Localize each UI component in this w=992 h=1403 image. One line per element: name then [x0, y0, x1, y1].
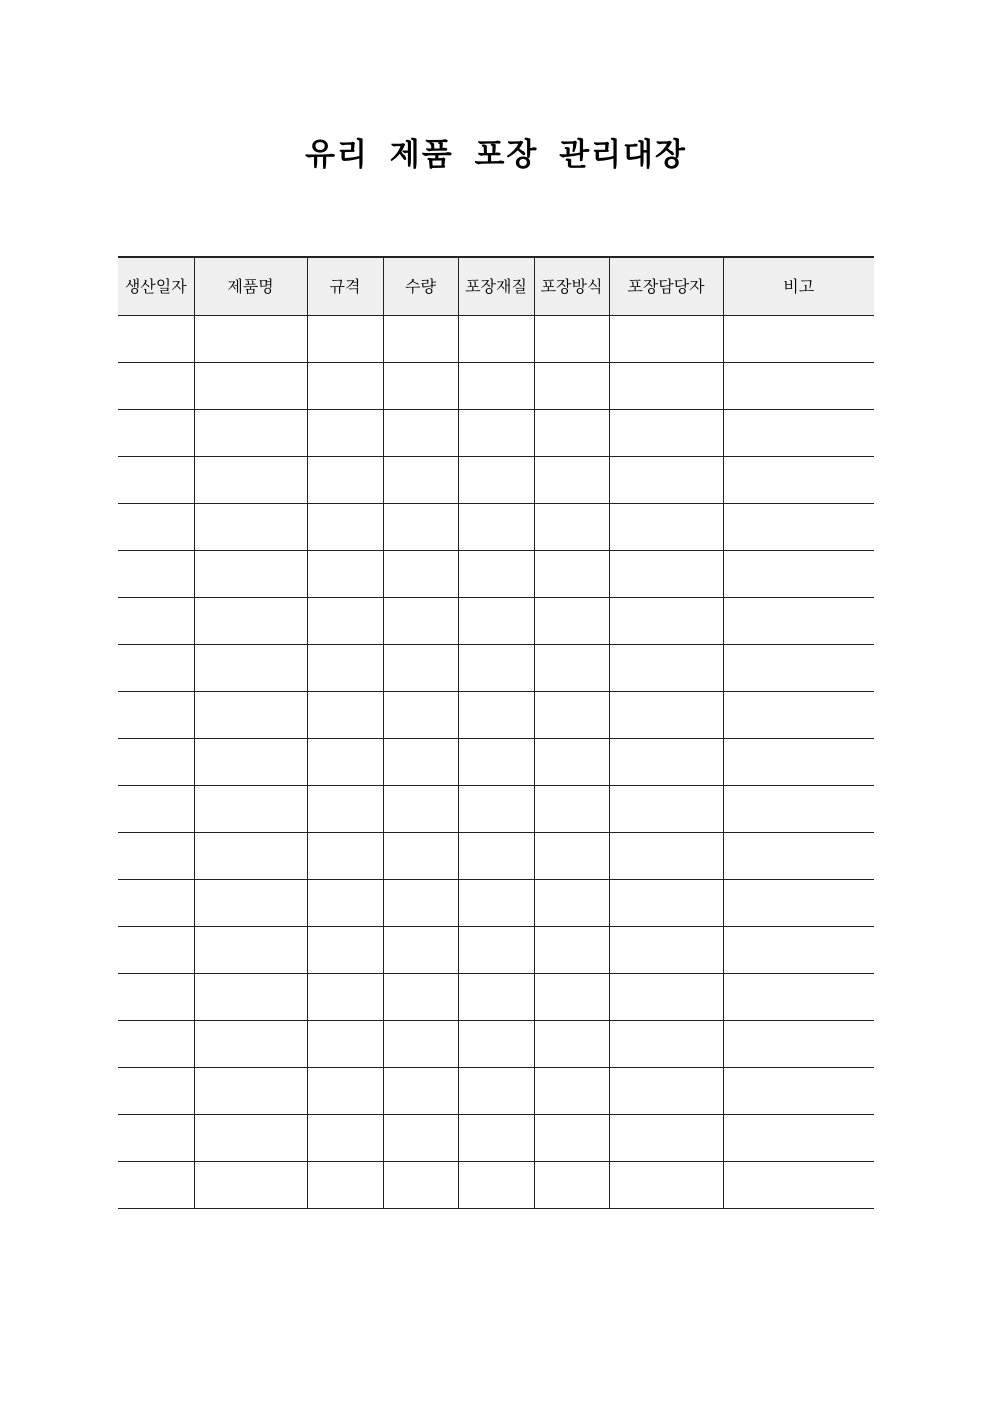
cell-product-name[interactable] — [194, 927, 307, 974]
table-row — [118, 316, 874, 363]
cell-specification[interactable] — [307, 880, 383, 927]
cell-packaging-method[interactable] — [534, 645, 609, 692]
cell-packaging-method[interactable] — [534, 974, 609, 1021]
cell-packaging-method[interactable] — [534, 739, 609, 786]
cell-packaging-material[interactable] — [458, 1068, 534, 1115]
cell-quantity[interactable] — [383, 739, 458, 786]
cell-product-name[interactable] — [194, 1021, 307, 1068]
cell-remarks[interactable] — [723, 1068, 874, 1115]
cell-specification[interactable] — [307, 551, 383, 598]
cell-remarks[interactable] — [723, 316, 874, 363]
cell-product-name[interactable] — [194, 645, 307, 692]
cell-product-name[interactable] — [194, 1068, 307, 1115]
cell-specification[interactable] — [307, 1115, 383, 1162]
cell-packaging-material[interactable] — [458, 1115, 534, 1162]
cell-remarks[interactable] — [723, 974, 874, 1021]
cell-production-date[interactable] — [118, 504, 194, 551]
cell-specification[interactable] — [307, 645, 383, 692]
cell-packaging-method[interactable] — [534, 692, 609, 739]
cell-packaging-method[interactable] — [534, 1115, 609, 1162]
cell-packaging-manager[interactable] — [609, 551, 723, 598]
cell-remarks[interactable] — [723, 880, 874, 927]
cell-quantity[interactable] — [383, 645, 458, 692]
cell-production-date[interactable] — [118, 880, 194, 927]
cell-specification[interactable] — [307, 692, 383, 739]
cell-specification[interactable] — [307, 504, 383, 551]
cell-production-date[interactable] — [118, 927, 194, 974]
cell-quantity[interactable] — [383, 1115, 458, 1162]
cell-product-name[interactable] — [194, 739, 307, 786]
cell-production-date[interactable] — [118, 1021, 194, 1068]
cell-packaging-method[interactable] — [534, 316, 609, 363]
cell-production-date[interactable] — [118, 551, 194, 598]
cell-specification[interactable] — [307, 1162, 383, 1209]
cell-packaging-material[interactable] — [458, 692, 534, 739]
cell-packaging-manager[interactable] — [609, 786, 723, 833]
cell-product-name[interactable] — [194, 1115, 307, 1162]
cell-remarks[interactable] — [723, 504, 874, 551]
cell-production-date[interactable] — [118, 363, 194, 410]
cell-specification[interactable] — [307, 598, 383, 645]
cell-remarks[interactable] — [723, 1162, 874, 1209]
table-row — [118, 1115, 874, 1162]
cell-product-name[interactable] — [194, 692, 307, 739]
header-packaging-method: 포장방식 — [534, 257, 609, 316]
table-row — [118, 1021, 874, 1068]
header-packaging-material: 포장재질 — [458, 257, 534, 316]
table-row — [118, 645, 874, 692]
table-row — [118, 974, 874, 1021]
cell-packaging-method[interactable] — [534, 1021, 609, 1068]
cell-packaging-method[interactable] — [534, 363, 609, 410]
cell-remarks[interactable] — [723, 1115, 874, 1162]
cell-production-date[interactable] — [118, 316, 194, 363]
page-title: 유리 제품 포장 관리대장 — [305, 137, 687, 173]
cell-packaging-method[interactable] — [534, 551, 609, 598]
cell-packaging-method[interactable] — [534, 504, 609, 551]
cell-production-date[interactable] — [118, 739, 194, 786]
cell-packaging-manager[interactable] — [609, 645, 723, 692]
cell-product-name[interactable] — [194, 1162, 307, 1209]
cell-packaging-manager[interactable] — [609, 504, 723, 551]
cell-packaging-material[interactable] — [458, 1162, 534, 1209]
cell-packaging-manager[interactable] — [609, 598, 723, 645]
cell-remarks[interactable] — [723, 598, 874, 645]
cell-specification[interactable] — [307, 316, 383, 363]
cell-production-date[interactable] — [118, 1068, 194, 1115]
table-row — [118, 927, 874, 974]
cell-packaging-manager[interactable] — [609, 927, 723, 974]
cell-remarks[interactable] — [723, 927, 874, 974]
cell-remarks[interactable] — [723, 645, 874, 692]
header-remarks: 비고 — [723, 257, 874, 316]
cell-quantity[interactable] — [383, 410, 458, 457]
cell-packaging-material[interactable] — [458, 739, 534, 786]
cell-quantity[interactable] — [383, 974, 458, 1021]
cell-quantity[interactable] — [383, 880, 458, 927]
cell-specification[interactable] — [307, 927, 383, 974]
cell-packaging-material[interactable] — [458, 551, 534, 598]
cell-packaging-method[interactable] — [534, 598, 609, 645]
cell-quantity[interactable] — [383, 551, 458, 598]
cell-remarks[interactable] — [723, 739, 874, 786]
cell-remarks[interactable] — [723, 692, 874, 739]
cell-packaging-material[interactable] — [458, 316, 534, 363]
cell-packaging-manager[interactable] — [609, 739, 723, 786]
cell-product-name[interactable] — [194, 363, 307, 410]
cell-specification[interactable] — [307, 833, 383, 880]
cell-product-name[interactable] — [194, 457, 307, 504]
cell-quantity[interactable] — [383, 363, 458, 410]
cell-packaging-manager[interactable] — [609, 1115, 723, 1162]
table-row — [118, 457, 874, 504]
cell-packaging-manager[interactable] — [609, 410, 723, 457]
cell-packaging-manager[interactable] — [609, 457, 723, 504]
cell-quantity[interactable] — [383, 1068, 458, 1115]
cell-specification[interactable] — [307, 1021, 383, 1068]
cell-packaging-material[interactable] — [458, 645, 534, 692]
cell-packaging-material[interactable] — [458, 504, 534, 551]
cell-remarks[interactable] — [723, 551, 874, 598]
table-row — [118, 1162, 874, 1209]
cell-packaging-method[interactable] — [534, 457, 609, 504]
cell-quantity[interactable] — [383, 316, 458, 363]
cell-product-name[interactable] — [194, 786, 307, 833]
cell-production-date[interactable] — [118, 1162, 194, 1209]
cell-packaging-method[interactable] — [534, 880, 609, 927]
cell-product-name[interactable] — [194, 598, 307, 645]
table-row — [118, 880, 874, 927]
packaging-ledger-table — [118, 256, 874, 1209]
cell-packaging-method[interactable] — [534, 927, 609, 974]
cell-quantity[interactable] — [383, 598, 458, 645]
cell-packaging-material[interactable] — [458, 457, 534, 504]
table-body — [118, 316, 874, 1209]
cell-remarks[interactable] — [723, 363, 874, 410]
header-specification: 규격 — [307, 257, 383, 316]
cell-packaging-material[interactable] — [458, 833, 534, 880]
cell-remarks[interactable] — [723, 786, 874, 833]
cell-specification[interactable] — [307, 1068, 383, 1115]
cell-quantity[interactable] — [383, 786, 458, 833]
cell-packaging-material[interactable] — [458, 1021, 534, 1068]
table-row — [118, 786, 874, 833]
table-row — [118, 739, 874, 786]
cell-quantity[interactable] — [383, 1021, 458, 1068]
cell-product-name[interactable] — [194, 551, 307, 598]
cell-specification[interactable] — [307, 410, 383, 457]
cell-remarks[interactable] — [723, 833, 874, 880]
cell-specification[interactable] — [307, 457, 383, 504]
cell-product-name[interactable] — [194, 974, 307, 1021]
cell-production-date[interactable] — [118, 598, 194, 645]
cell-packaging-material[interactable] — [458, 410, 534, 457]
cell-quantity[interactable] — [383, 927, 458, 974]
cell-packaging-material[interactable] — [458, 880, 534, 927]
cell-production-date[interactable] — [118, 786, 194, 833]
table-row — [118, 1068, 874, 1115]
cell-product-name[interactable] — [194, 410, 307, 457]
table-row — [118, 410, 874, 457]
table-row — [118, 833, 874, 880]
table-header-row — [118, 257, 874, 316]
cell-remarks[interactable] — [723, 410, 874, 457]
cell-packaging-manager[interactable] — [609, 974, 723, 1021]
cell-packaging-manager[interactable] — [609, 692, 723, 739]
cell-packaging-manager[interactable] — [609, 880, 723, 927]
cell-product-name[interactable] — [194, 504, 307, 551]
header-product-name: 제품명 — [194, 257, 307, 316]
cell-production-date[interactable] — [118, 974, 194, 1021]
cell-quantity[interactable] — [383, 457, 458, 504]
cell-production-date[interactable] — [118, 692, 194, 739]
cell-specification[interactable] — [307, 739, 383, 786]
cell-packaging-manager[interactable] — [609, 1162, 723, 1209]
cell-production-date[interactable] — [118, 833, 194, 880]
cell-packaging-manager[interactable] — [609, 316, 723, 363]
table-row — [118, 551, 874, 598]
cell-packaging-method[interactable] — [534, 410, 609, 457]
cell-product-name[interactable] — [194, 880, 307, 927]
header-production-date: 생산일자 — [118, 257, 194, 316]
cell-production-date[interactable] — [118, 645, 194, 692]
cell-packaging-method[interactable] — [534, 1162, 609, 1209]
header-quantity: 수량 — [383, 257, 458, 316]
cell-specification[interactable] — [307, 786, 383, 833]
cell-quantity[interactable] — [383, 692, 458, 739]
table-row — [118, 692, 874, 739]
cell-specification[interactable] — [307, 363, 383, 410]
cell-packaging-material[interactable] — [458, 598, 534, 645]
cell-product-name[interactable] — [194, 833, 307, 880]
cell-quantity[interactable] — [383, 1162, 458, 1209]
cell-product-name[interactable] — [194, 316, 307, 363]
cell-packaging-method[interactable] — [534, 833, 609, 880]
cell-quantity[interactable] — [383, 504, 458, 551]
cell-packaging-material[interactable] — [458, 974, 534, 1021]
cell-packaging-manager[interactable] — [609, 1068, 723, 1115]
cell-packaging-manager[interactable] — [609, 833, 723, 880]
cell-packaging-material[interactable] — [458, 786, 534, 833]
cell-packaging-method[interactable] — [534, 1068, 609, 1115]
header-packaging-manager: 포장담당자 — [609, 257, 723, 316]
cell-production-date[interactable] — [118, 410, 194, 457]
cell-production-date[interactable] — [118, 1115, 194, 1162]
cell-remarks[interactable] — [723, 457, 874, 504]
cell-packaging-material[interactable] — [458, 363, 534, 410]
cell-packaging-manager[interactable] — [609, 1021, 723, 1068]
cell-production-date[interactable] — [118, 457, 194, 504]
cell-quantity[interactable] — [383, 833, 458, 880]
cell-remarks[interactable] — [723, 1021, 874, 1068]
table-row — [118, 504, 874, 551]
cell-packaging-method[interactable] — [534, 786, 609, 833]
cell-specification[interactable] — [307, 974, 383, 1021]
table-row — [118, 598, 874, 645]
cell-packaging-material[interactable] — [458, 927, 534, 974]
table-row — [118, 363, 874, 410]
cell-packaging-manager[interactable] — [609, 363, 723, 410]
